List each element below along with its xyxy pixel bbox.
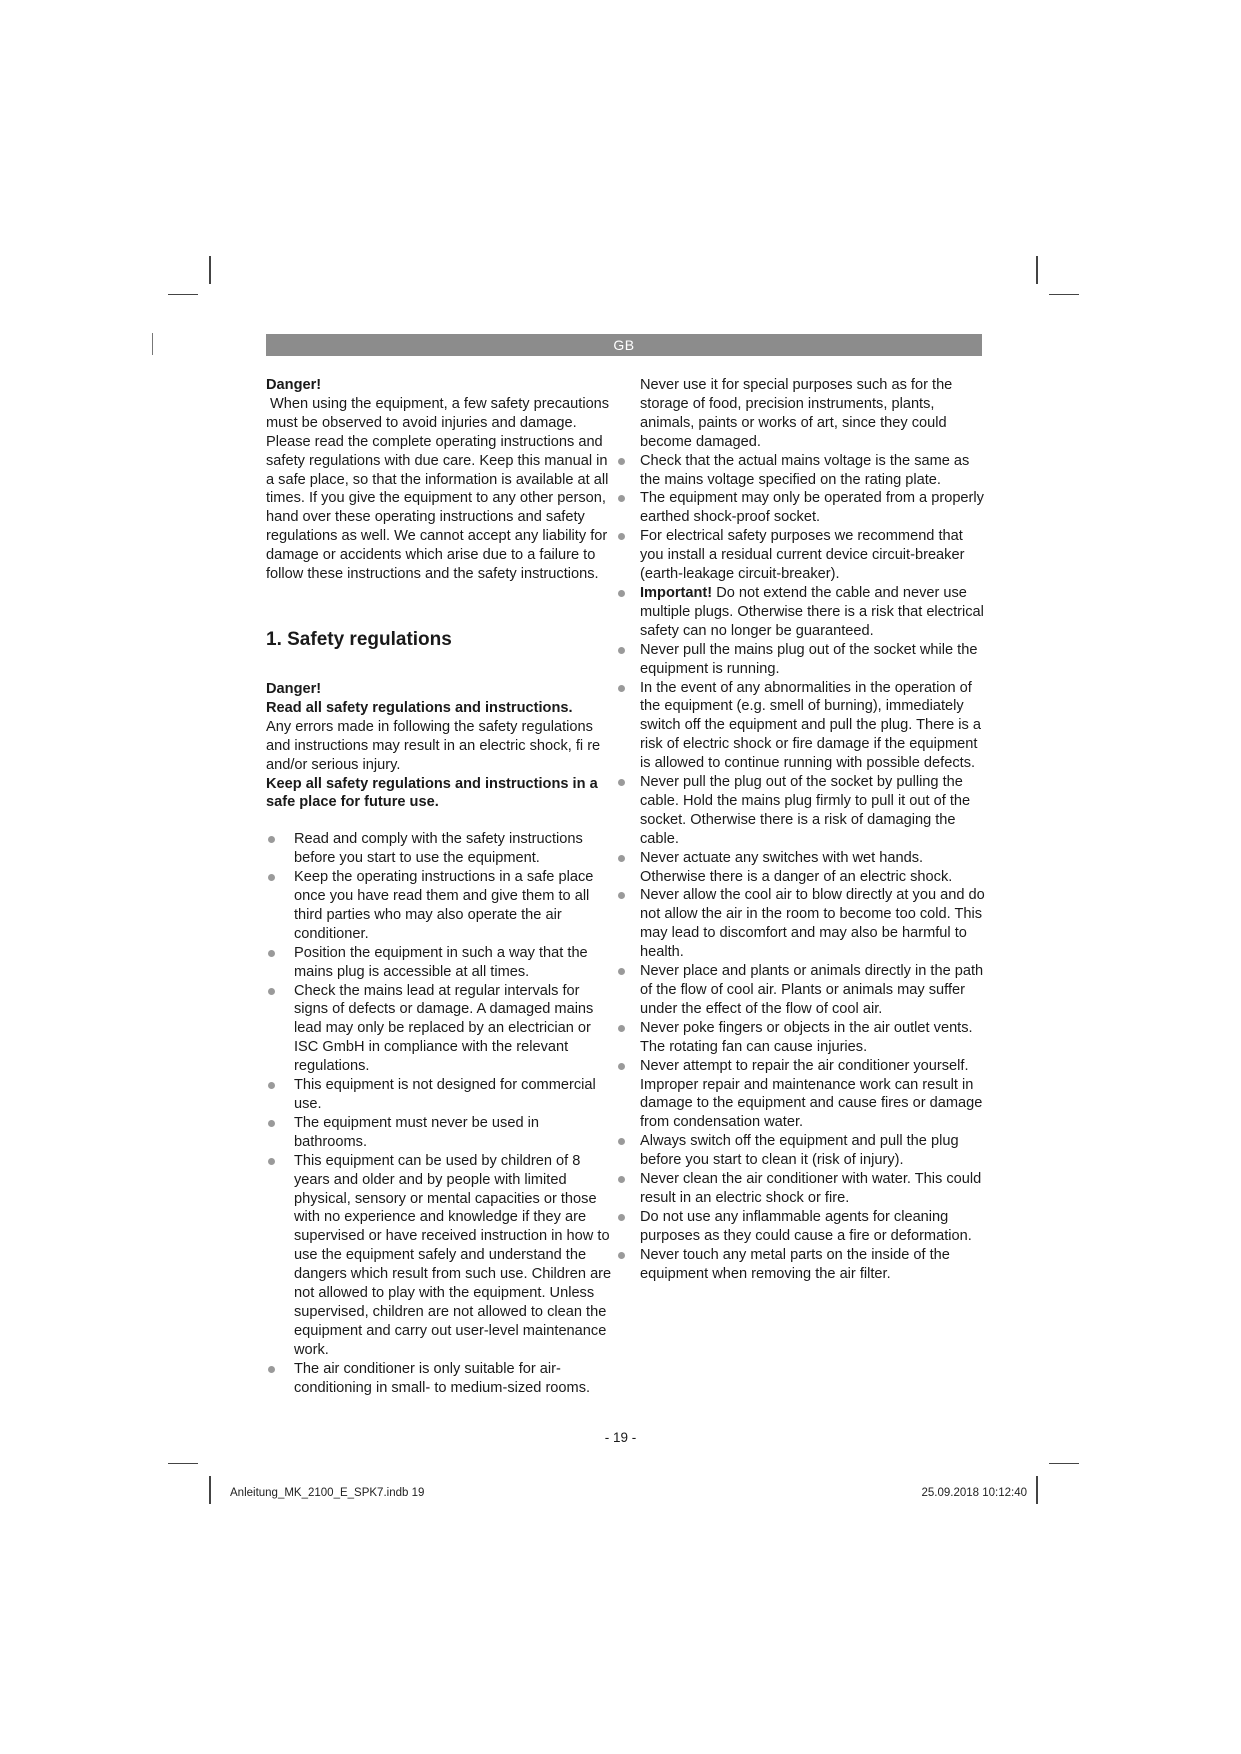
page-number: - 19 -: [604, 1430, 637, 1445]
bullet-icon: [618, 892, 625, 899]
bullet-icon: [268, 988, 275, 995]
bullet-icon: [618, 1252, 625, 1259]
list-item: Check that the actual mains voltage is the same as the mains voltage specified on the rating plate.: [614, 452, 990, 490]
bullet-icon: [618, 458, 625, 465]
list-item: This equipment can be used by children of 8 years and older and by people with limited physical, sensory or mental capacities or those with no experience and knowledge if they are supervised or have received instruction in how to use the equipment safely and understand the dangers which result from such use. Children are not allowed to play with the equipment. Unless supervised, children are not allowed to clean the equipment and carry out user-level maintenance work.: [266, 1152, 616, 1360]
bullet-icon: [268, 1158, 275, 1165]
list-item: Never allow the cool air to blow directly at you and do not allow the air in the room to become too cold. This may lead to discomfort and may also be harmful to health.: [614, 886, 990, 962]
list-item: Never place and plants or animals directly in the path of the flow of cool air. Plants or animals may suffer under the effect of the flow of cool air.: [614, 962, 990, 1019]
bullet-icon: [618, 1063, 625, 1070]
bullet-icon: [268, 836, 275, 843]
bullet-icon: [618, 495, 625, 502]
list-item: Never touch any metal parts on the inside of the equipment when removing the air filter.: [614, 1246, 990, 1284]
list-item: For electrical safety purposes we recommend that you install a residual current device circuit-breaker (earth-leakage circuit-breaker).: [614, 527, 990, 584]
important-label: Important!: [640, 584, 713, 601]
list-item: Position the equipment in such a way that the mains plug is accessible at all times.: [266, 944, 616, 982]
left-bullet-list: [266, 830, 616, 1397]
bullet-icon: [618, 647, 625, 654]
list-item: Never actuate any switches with wet hands. Otherwise there is a danger of an electric shock.: [614, 849, 990, 887]
section-title: 1. Safety regulations: [266, 628, 452, 650]
list-item: Important! Do not extend the cable and never use multiple plugs. Otherwise there is a risk that electrical safety can no longer be guaranteed.: [614, 584, 990, 641]
danger-heading: Danger!: [266, 377, 322, 393]
list-item: The equipment may only be operated from a properly earthed shock-proof socket.: [614, 489, 990, 527]
list-item: The air conditioner is only suitable for air-conditioning in small- to medium-sized rooms.: [266, 1360, 616, 1398]
bullet-icon: [618, 590, 625, 597]
list-item: The equipment must never be used in bathrooms.: [266, 1114, 616, 1152]
bullet-icon: [618, 1138, 625, 1145]
list-item: Check the mains lead at regular intervals for signs of defects or damage. A damaged mains lead may only be replaced by an electrician or ISC GmbH in compliance with the relevant regulations.: [266, 982, 616, 1077]
crop-mark: [1049, 1463, 1079, 1464]
list-item: In the event of any abnormalities in the operation of the equipment (e.g. smell of burning), immediately switch off the equipment and pull the plug. There is a risk of electric shock or fire damage if the equipment is allowed to continue running with possible defects.: [614, 679, 990, 774]
left-column: [266, 376, 616, 1398]
right-column: [640, 376, 990, 1284]
crop-mark: [1036, 1476, 1038, 1504]
bullet-icon: [618, 855, 625, 862]
errors-paragraph: Any errors made in following the safety regulations and instructions may result in an electric shock, fi re and/or serious injury.: [266, 718, 601, 773]
crop-mark: [209, 256, 211, 284]
list-item: Never pull the plug out of the socket by pulling the cable. Hold the mains plug firmly to pull it out of the socket. Otherwise there is a risk of damaging the cable.: [614, 773, 990, 849]
crop-mark: [209, 1476, 211, 1504]
bullet-icon: [618, 1176, 625, 1183]
bullet-icon: [268, 1082, 275, 1089]
bullet-icon: [618, 968, 625, 975]
list-item: Always switch off the equipment and pull the plug before you start to clean it (risk of injury).: [614, 1132, 990, 1170]
list-item: This equipment is not designed for commercial use.: [266, 1076, 616, 1114]
crop-mark: [1049, 294, 1079, 295]
bullet-icon: [618, 533, 625, 540]
list-item: Never poke fingers or objects in the air outlet vents. The rotating fan can cause injuries.: [614, 1019, 990, 1057]
crop-mark: [168, 1463, 198, 1464]
bullet-icon: [268, 1366, 275, 1373]
bullet-icon: [618, 685, 625, 692]
bullet-icon: [618, 779, 625, 786]
list-item: Never clean the air conditioner with water. This could result in an electric shock or fire.: [614, 1170, 990, 1208]
list-item: Do not use any inflammable agents for cleaning purposes as they could cause a fire or deformation.: [614, 1208, 990, 1246]
footer-timestamp: 25.09.2018 10:12:40: [921, 1487, 1027, 1499]
bullet-icon: [268, 1120, 275, 1127]
list-item: Read and comply with the safety instructions before you start to use the equipment.: [266, 830, 616, 868]
crop-mark: [168, 294, 198, 295]
language-header-bar: [266, 334, 982, 356]
bullet-icon: [268, 950, 275, 957]
keep-heading: Keep all safety regulations and instructions in a safe place for future use.: [266, 775, 598, 811]
list-item: Never pull the mains plug out of the socket while the equipment is running.: [614, 641, 990, 679]
bullet-icon: [618, 1214, 625, 1221]
footer-file-name: Anleitung_MK_2100_E_SPK7.indb 19: [230, 1487, 425, 1499]
crop-mark: [152, 333, 153, 355]
intro-paragraph: When using the equipment, a few safety precautions must be observed to avoid injuries and damage. Please read the complete operating instructions and safety regulations with due care. Keep this manual in a safe place, so that the information is available at all times. If you give the equipment to any other person, hand over these operating instructions and safety regulations as well. We cannot accept any liability for damage or accidents which arise due to a failure to follow these instructions and the safety instructions.: [266, 395, 610, 583]
right-bullet-list: [640, 452, 990, 1284]
list-item: Keep the operating instructions in a safe place once you have read them and give them to all third parties who may also operate the air conditioner.: [266, 868, 616, 944]
language-tag: GB: [613, 337, 635, 353]
danger-heading-2: Danger!: [266, 680, 322, 697]
continuation-paragraph: Never use it for special purposes such as for the storage of food, precision instruments, plants, animals, paints or works of art, since they could become damaged.: [640, 377, 953, 450]
bullet-icon: [268, 874, 275, 881]
crop-mark: [1036, 256, 1038, 284]
read-all-heading: Read all safety regulations and instructions.: [266, 699, 573, 716]
list-item: Never attempt to repair the air conditioner yourself. Improper repair and maintenance work can result in damage to the equipment and cause fires or damage from condensation water.: [614, 1057, 990, 1133]
bullet-icon: [618, 1025, 625, 1032]
